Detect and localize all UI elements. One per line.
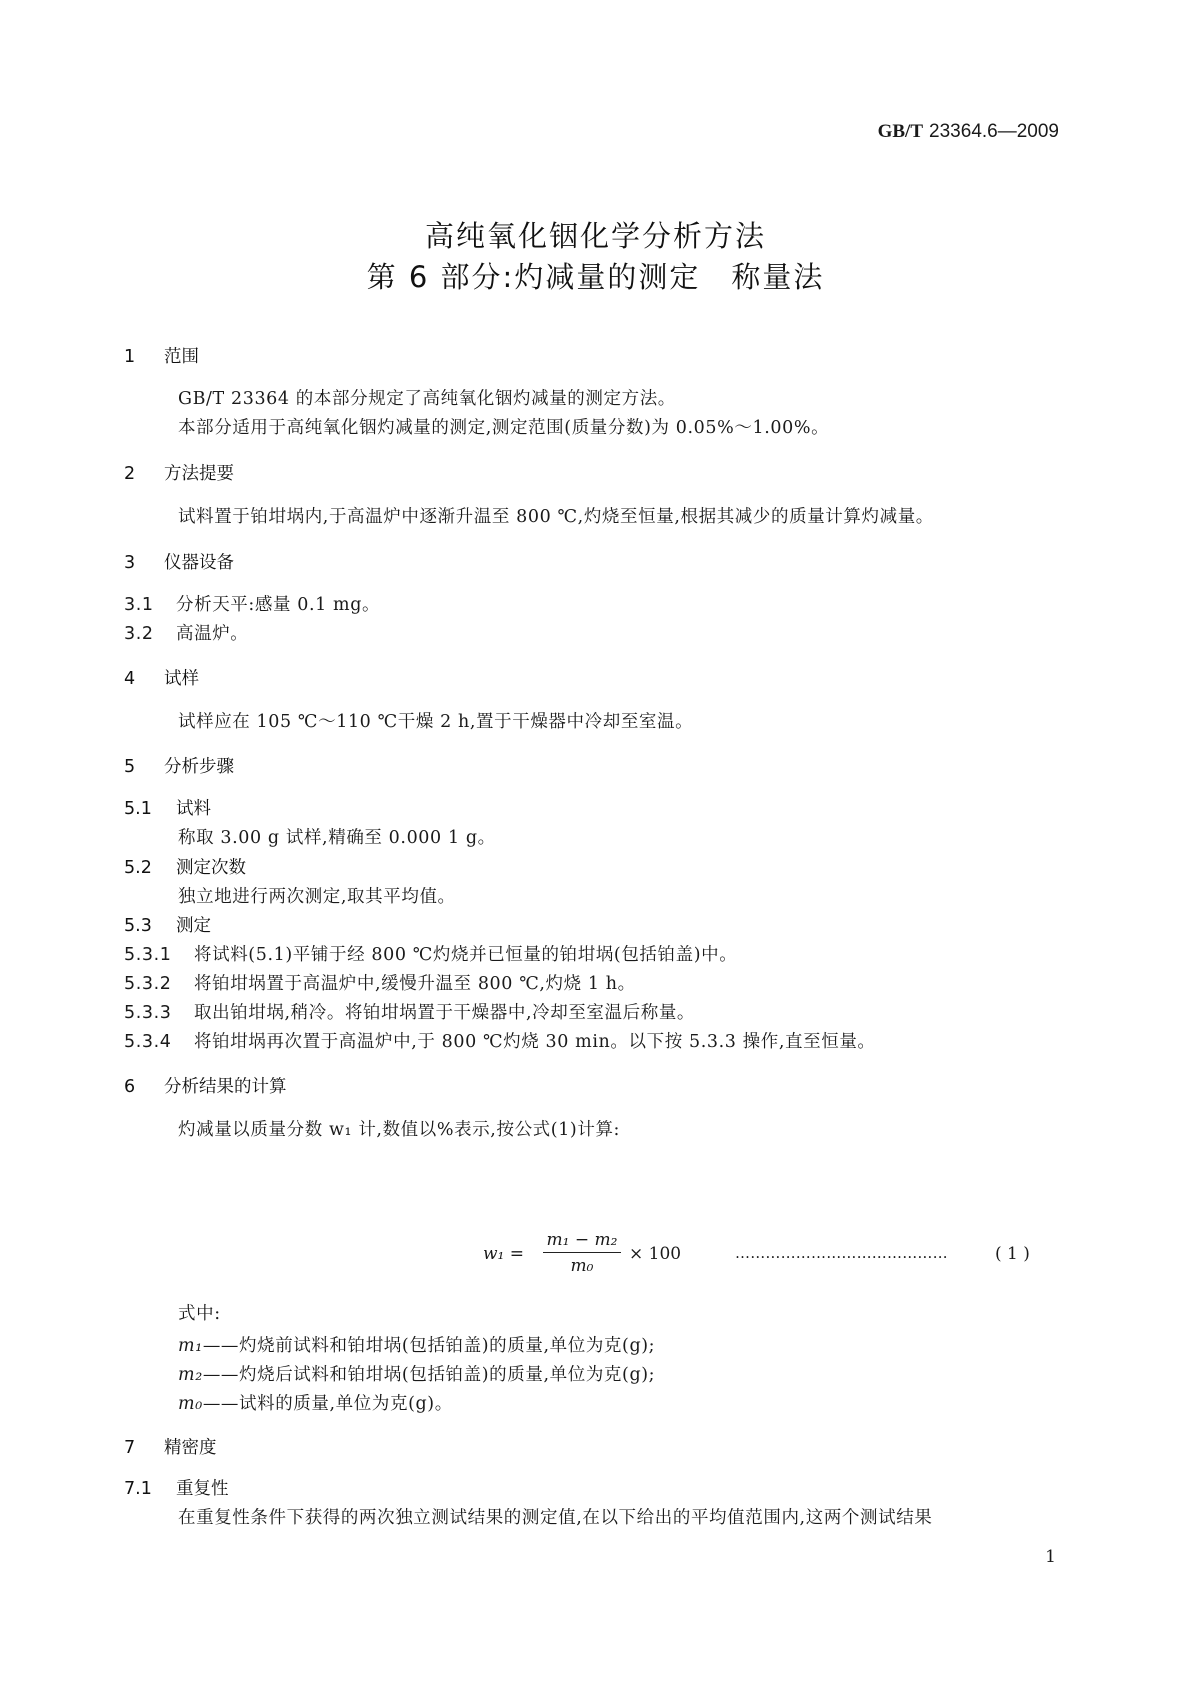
section-5-3-heading: 5.3 测定: [124, 916, 211, 936]
standard-prefix: GB/T: [877, 121, 923, 142]
definition-m2: m₂——灼烧后试料和铂坩埚(包括铂盖)的质量,单位为克(g);: [178, 1365, 656, 1385]
formula-denominator: m₀: [570, 1256, 594, 1276]
document-title: 高纯氧化铟化学分析方法: [424, 219, 766, 253]
definition-m0: m₀——试料的质量,单位为克(g)。: [178, 1394, 453, 1414]
section-2-heading: 2 方法提要: [124, 464, 234, 484]
section-5-heading: 5 分析步骤: [124, 757, 234, 777]
section-4-paragraph: 试样应在 105 ℃～110 ℃干燥 2 h,置于干燥器中冷却至室温。: [178, 712, 694, 732]
section-3-item: 3.2 高温炉。: [124, 624, 249, 644]
standard-number: [878, 120, 1059, 143]
definition-m1: m₁——灼烧前试料和铂坩埚(包括铂盖)的质量,单位为克(g);: [178, 1336, 656, 1356]
formula-multiplier: × 100: [629, 1244, 682, 1264]
equation-number: ( 1 ): [995, 1244, 1030, 1264]
formula-numerator: m₁ − m₂: [543, 1230, 621, 1253]
formula-leader-dots: ……………………………………: [735, 1244, 948, 1262]
section-5-3-item: 5.3.2 将铂坩埚置于高温炉中,缓慢升温至 800 ℃,灼烧 1 h。: [124, 974, 636, 994]
section-1-paragraph: 本部分适用于高纯氧化铟灼减量的测定,测定范围(质量分数)为 0.05%～1.00%。: [178, 418, 830, 438]
formula-fraction: [543, 1230, 621, 1276]
section-1-paragraph: GB/T 23364 的本部分规定了高纯氧化铟灼减量的测定方法。: [178, 389, 676, 409]
section-1-heading: 1 范围: [124, 347, 199, 367]
section-5-3-item: 5.3.3 取出铂坩埚,稍冷。将铂坩埚置于干燥器中,冷却至室温后称量。: [124, 1003, 696, 1023]
section-3-item: 3.1 分析天平:感量 0.1 mg。: [124, 595, 381, 615]
section-5-3-item: 5.3.4 将铂坩埚再次置于高温炉中,于 800 ℃灼烧 30 min。以下按 5.3.3 操作,直至恒量。: [124, 1032, 876, 1052]
section-5-3-item: 5.3.1 将试料(5.1)平铺于经 800 ℃灼烧并已恒量的铂坩埚(包括铂盖)中。: [124, 945, 738, 965]
formula-lhs: w₁ =: [483, 1244, 525, 1264]
where-label: 式中:: [178, 1304, 221, 1324]
section-4-heading: 4 试样: [124, 669, 199, 689]
section-3-heading: 3 仪器设备: [124, 553, 234, 573]
section-5-1-text: 称取 3.00 g 试样,精确至 0.000 1 g。: [178, 828, 496, 848]
section-7-1-heading: 7.1 重复性: [124, 1479, 229, 1499]
section-6-intro: 灼减量以质量分数 w₁ 计,数值以%表示,按公式(1)计算:: [178, 1120, 621, 1140]
section-6-heading: 6 分析结果的计算: [124, 1077, 287, 1097]
document-subtitle: 第 6 部分:灼减量的测定 称量法: [366, 260, 825, 294]
section-7-1-text: 在重复性条件下获得的两次独立测试结果的测定值,在以下给出的平均值范围内,这两个测试结果: [178, 1508, 933, 1528]
standard-code: 23364.6—2009: [929, 121, 1059, 142]
section-5-1-heading: 5.1 试料: [124, 799, 211, 819]
section-2-paragraph: 试料置于铂坩埚内,于高温炉中逐渐升温至 800 ℃,灼烧至恒量,根据其减少的质量计算灼减量。: [178, 507, 934, 527]
page-number: 1: [1045, 1547, 1056, 1567]
section-7-heading: 7 精密度: [124, 1438, 217, 1458]
section-5-2-heading: 5.2 测定次数: [124, 858, 246, 878]
section-5-2-text: 独立地进行两次测定,取其平均值。: [178, 887, 456, 907]
